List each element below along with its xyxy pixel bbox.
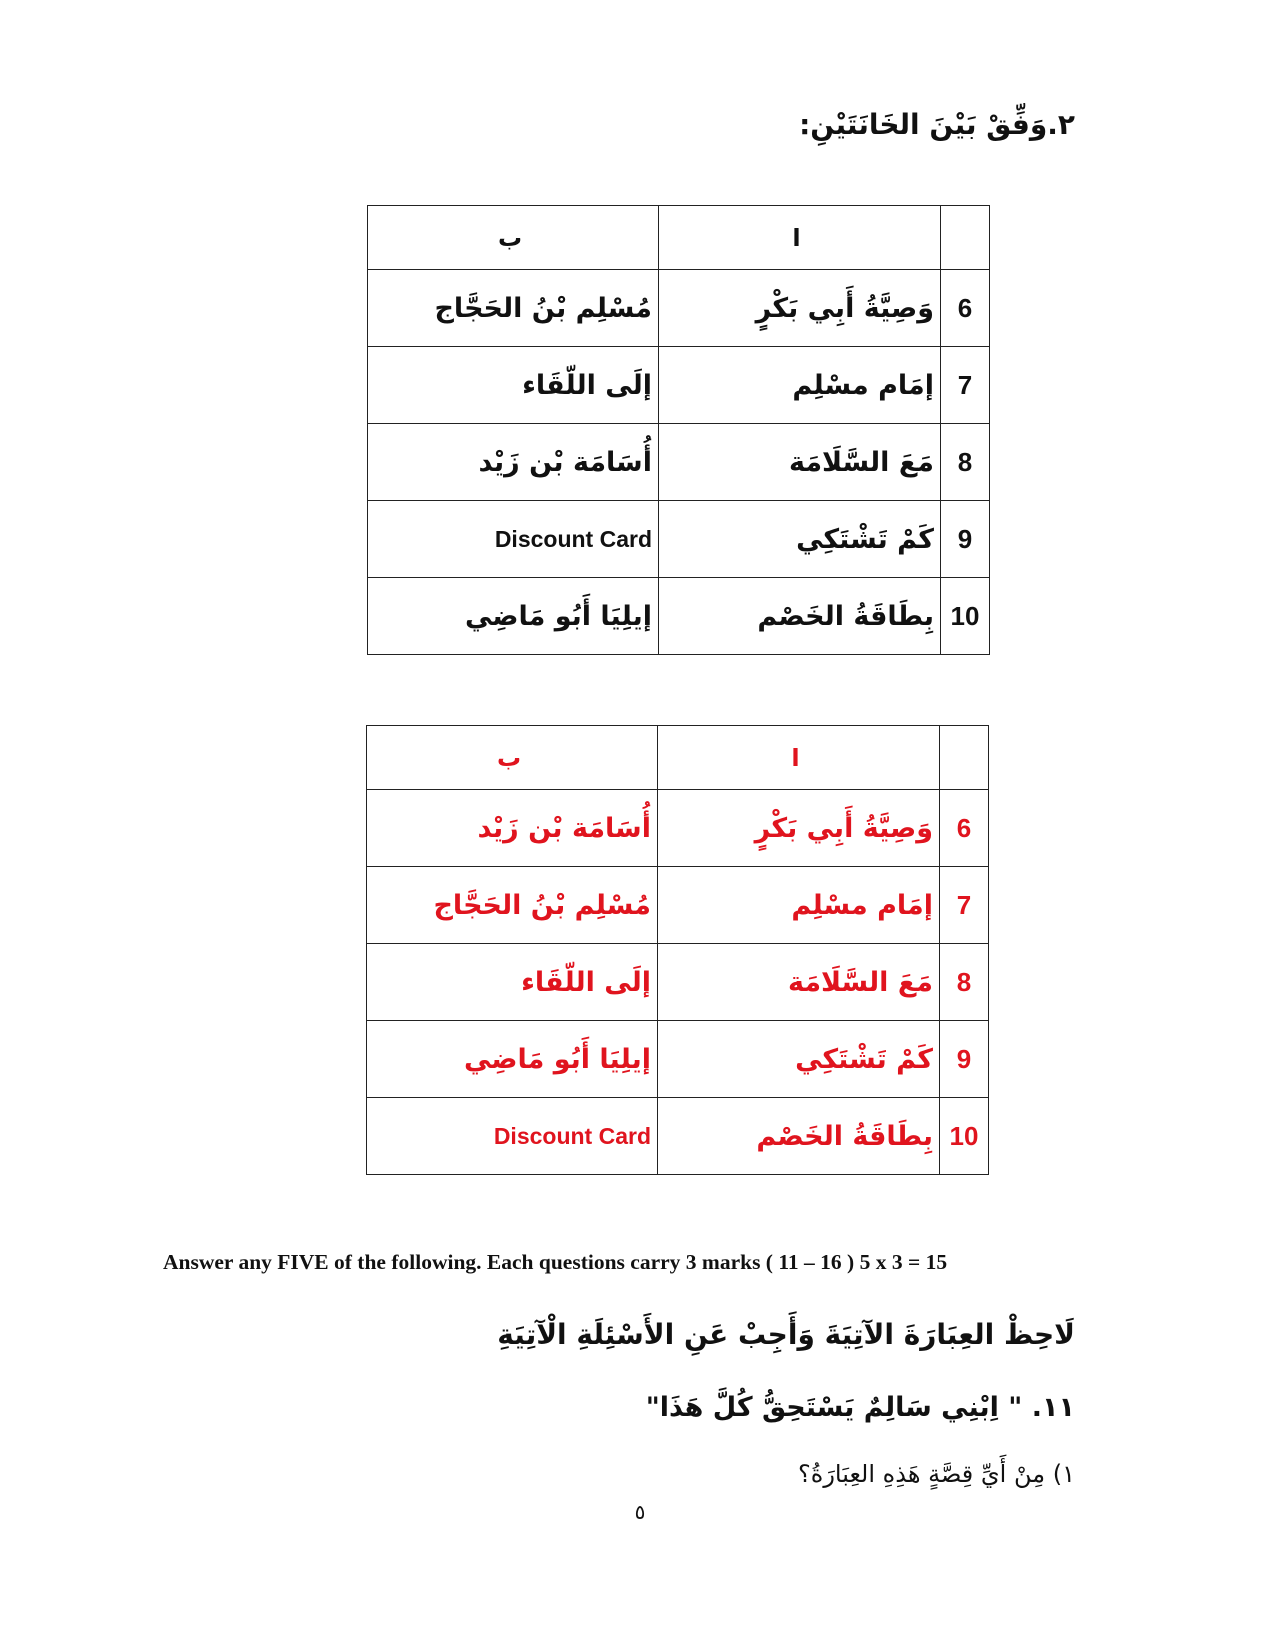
header-num-cell <box>941 206 990 270</box>
table-row <box>368 347 990 424</box>
matching-table <box>367 205 990 655</box>
header-b-cell: ب <box>368 206 659 270</box>
header-a-cell: ا <box>658 726 940 790</box>
column-b-cell: إلَى اللّقَاء <box>367 944 658 1021</box>
column-a-cell: مَعَ السَّلَامَة <box>659 424 941 501</box>
table-row <box>368 424 990 501</box>
instruction-text: Answer any FIVE of the following. Each questions carry 3 marks ( 11 – 16 ) 5 x 3 = 15 <box>163 1250 948 1274</box>
column-a-cell: مَعَ السَّلَامَة <box>658 944 940 1021</box>
question-heading: ٢.وَفِّقْ بَيْنَ الخَانَتَيْنِ: <box>799 108 1075 141</box>
column-b-cell: أُسَامَة بْن زَيْد <box>368 424 659 501</box>
column-b-cell: إيلِيَا أَبُو مَاضِي <box>368 578 659 655</box>
column-a-cell: وَصِيَّةُ أَبِي بَكْرٍ <box>658 790 940 867</box>
header-b-cell: ب <box>367 726 658 790</box>
row-number: 6 <box>941 270 990 347</box>
row-number: 7 <box>941 347 990 424</box>
column-b-cell: Discount Card <box>367 1098 658 1175</box>
table-row <box>368 501 990 578</box>
row-number: 7 <box>940 867 989 944</box>
section-title: لَاحِظْ العِبَارَةَ الآتِيَةَ وَأَجِبْ عَنِ الأَسْئِلَةِ الْآتِيَةِ <box>497 1318 1075 1351</box>
question-11-sub: ١) مِنْ أَيِّ قِصَّةٍ هَذِهِ العِبَارَةُ؟ <box>798 1460 1075 1488</box>
column-a-cell: بِطَاقَةُ الخَصْم <box>659 578 941 655</box>
row-number: 9 <box>940 1021 989 1098</box>
column-b-cell: إلَى اللّقَاء <box>368 347 659 424</box>
row-number: 6 <box>940 790 989 867</box>
column-b-cell: إيلِيَا أَبُو مَاضِي <box>367 1021 658 1098</box>
page-number: ٥ <box>634 1500 646 1524</box>
column-a-cell: كَمْ تَشْتَكِي <box>659 501 941 578</box>
table-row <box>367 944 989 1021</box>
header-a-cell: ا <box>659 206 941 270</box>
column-b-cell: أُسَامَة بْن زَيْد <box>367 790 658 867</box>
column-a-cell: إمَام مسْلِم <box>658 867 940 944</box>
column-b-cell: Discount Card <box>368 501 659 578</box>
column-a-cell: إمَام مسْلِم <box>659 347 941 424</box>
question-11: ١١. " اِبْنِي سَالِمٌ يَسْتَحِقُّ كُلَّ هَذَا" <box>645 1392 1075 1423</box>
column-a-cell: كَمْ تَشْتَكِي <box>658 1021 940 1098</box>
row-number: 10 <box>941 578 990 655</box>
column-b-cell: مُسْلِم بْنُ الحَجَّاج <box>368 270 659 347</box>
table-row <box>367 1021 989 1098</box>
table-header-row <box>368 206 990 270</box>
column-a-cell: وَصِيَّةُ أَبِي بَكْرٍ <box>659 270 941 347</box>
row-number: 8 <box>940 944 989 1021</box>
header-num-cell <box>940 726 989 790</box>
row-number: 9 <box>941 501 990 578</box>
table-row <box>368 270 990 347</box>
column-a-cell: بِطَاقَةُ الخَصْم <box>658 1098 940 1175</box>
row-number: 10 <box>940 1098 989 1175</box>
answer-table <box>366 725 989 1175</box>
row-number: 8 <box>941 424 990 501</box>
table-row <box>367 790 989 867</box>
table-header-row <box>367 726 989 790</box>
table-row <box>368 578 990 655</box>
table-row <box>367 867 989 944</box>
column-b-cell: مُسْلِم بْنُ الحَجَّاج <box>367 867 658 944</box>
table-row <box>367 1098 989 1175</box>
